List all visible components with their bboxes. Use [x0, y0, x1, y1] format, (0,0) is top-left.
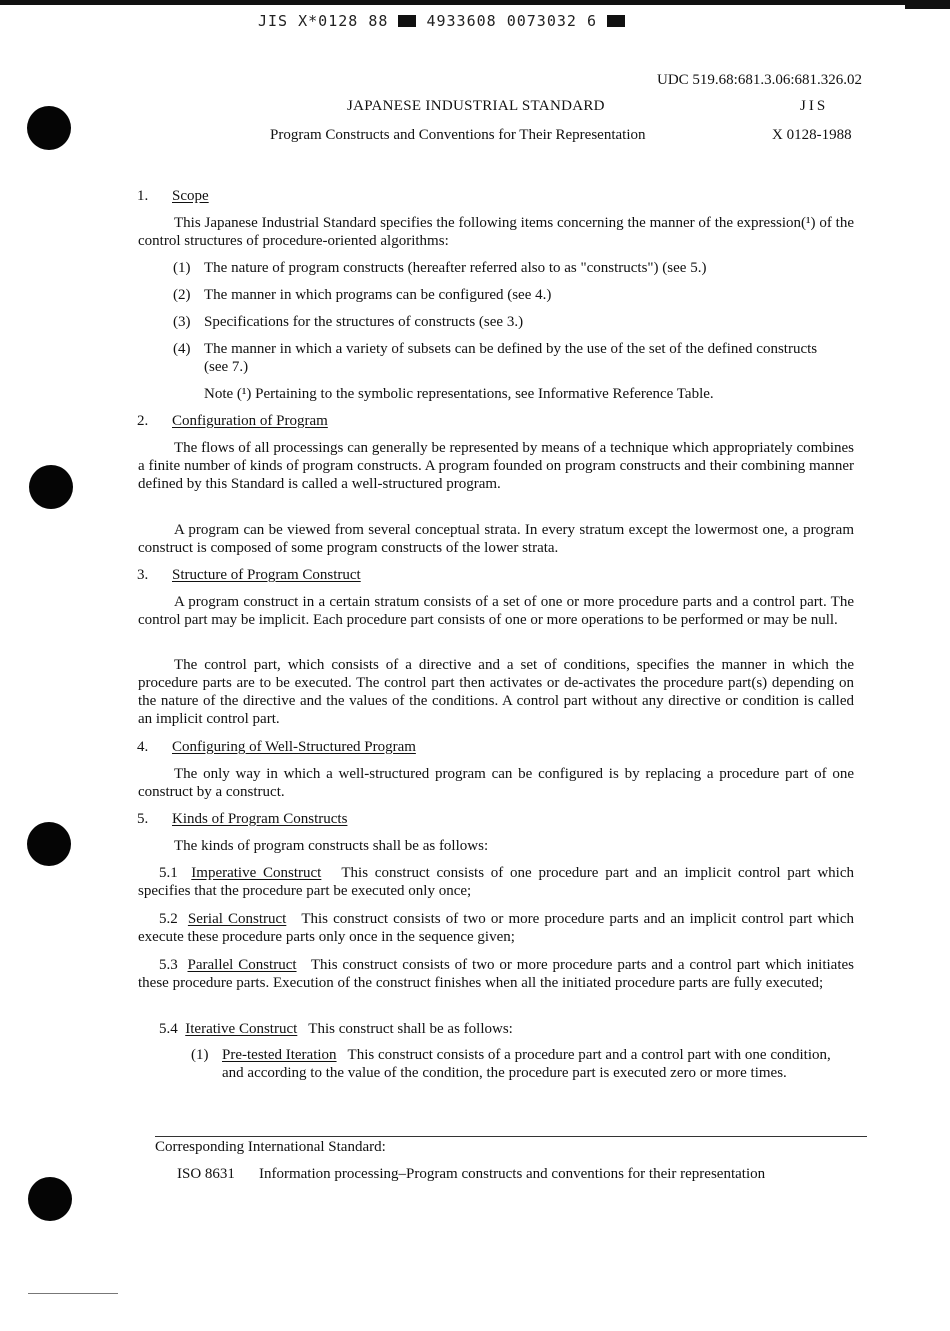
subsection-number: 5.4 [159, 1021, 178, 1037]
subsection-number: 5.1 [159, 865, 178, 881]
footer-divider [155, 1136, 867, 1137]
subsection-text: This construct consists of one procedure part and an implicit control part which specifies that the procedure part be executed only once; [138, 865, 855, 899]
page-title: Program Constructs and Conventions for Their Representation [270, 127, 646, 143]
section-title: Structure of Program Construct [172, 567, 361, 583]
list-item [173, 313, 524, 331]
code-block-mark [607, 15, 625, 27]
subsection-title: Serial Construct [187, 911, 287, 927]
scope-intro: This Japanese Industrial Standard specifies the following items concerning the manner of the expression(¹) of the control structures of procedure-oriented algorithms: [138, 215, 854, 249]
list-item-number: (2) [173, 287, 191, 303]
list-item [173, 340, 191, 358]
list-item-number: (1) [173, 260, 191, 276]
section-heading-5 [137, 810, 347, 828]
subsection-5-3 [138, 956, 854, 992]
paragraph: The flows of all processings can generally be represented by means of a technique which appropriately combines a finite number of kinds of program constructs. A program founded on program constructs and their combining manner defined by this Standard is called a well-structured program. [138, 440, 854, 492]
list-item-text: The manner in which programs can be configured (see 4.) [204, 287, 552, 303]
scan-mark [28, 1293, 118, 1294]
footnote-note: Note (¹) Pertaining to the symbolic representations, see Informative Reference Table. [204, 386, 714, 402]
section-title: Kinds of Program Constructs [172, 811, 348, 827]
iteration-item-number: (1) [191, 1047, 209, 1063]
iso-title: Information processing–Program constructs and conventions for their representation [259, 1166, 766, 1182]
list-item-text: The nature of program constructs (hereafter referred also to as "constructs") (see 5.) [204, 260, 707, 276]
section-title: Configuring of Well-Structured Program [172, 739, 416, 755]
section-title: Configuration of Program [172, 413, 328, 429]
iteration-text: This construct consists of a procedure part and a control part with one condition, and according to the value of the condition, the procedure part is executed zero or more times. [222, 1047, 831, 1081]
section-number: 4. [137, 739, 149, 755]
paragraph: The control part, which consists of a directive and a set of conditions, specifies the manner in which the procedure parts are to be executed. The control part then activates or de-activates the procedure part(s) depending on the nature of the directive and the values of the conditions. A control part without any directive or condition is called an implicit control part. [138, 657, 854, 727]
standard-number: X 0128-1988 [772, 127, 852, 143]
subsection-text: This construct consists of two or more procedure parts and an implicit control part which execute these procedure parts only once in the sequence given; [138, 911, 855, 945]
paragraph: A program can be viewed from several conceptual strata. In every stratum except the lowermost one, a program construct is composed of some program constructs of the lower strata. [138, 522, 854, 556]
section-number: 1. [137, 188, 149, 204]
section-heading-1 [137, 187, 209, 205]
subsection-title: Iterative Construct [185, 1021, 298, 1037]
header-code-prefix: JIS X*0128 88 [258, 12, 389, 30]
paragraph: The kinds of program constructs shall be as follows: [174, 838, 489, 854]
subsection-number: 5.3 [159, 957, 178, 973]
section-number: 3. [137, 567, 149, 583]
jis-label: JIS [800, 98, 829, 114]
header-code [258, 12, 625, 30]
section-title: Scope [172, 188, 209, 204]
section-heading-4 [137, 738, 416, 756]
iteration-item [222, 1046, 850, 1082]
corresponding-standard-label: Corresponding International Standard: [155, 1139, 386, 1155]
header-code-suffix: 4933608 0073032 6 [426, 12, 597, 30]
subsection-text: This construct shall be as follows: [308, 1021, 513, 1037]
subsection-5-2 [138, 910, 854, 946]
subsection-number: 5.2 [159, 911, 178, 927]
top-border-corner [905, 0, 950, 9]
section-number: 5. [137, 811, 149, 827]
udc-code: UDC 519.68:681.3.06:681.326.02 [656, 72, 862, 88]
binder-hole [29, 465, 73, 509]
iteration-title: Pre-tested Iteration [222, 1047, 337, 1063]
list-item-text: Specifications for the structures of constructs (see 3.) [204, 314, 524, 330]
subsection-title: Imperative Construct [191, 865, 322, 881]
subsection-text: This construct consists of two or more procedure parts and a control part which initiates these procedure parts. Execution of the construct finishes when all the initiated procedure parts are fully executed; [138, 957, 854, 991]
code-block-mark [398, 15, 416, 27]
binder-hole [27, 106, 71, 150]
list-item [173, 259, 707, 277]
section-heading-2 [137, 412, 328, 430]
paragraph: The only way in which a well-structured program can be configured is by replacing a procedure part of one construct by a construct. [138, 766, 854, 800]
list-item-number: (3) [173, 314, 191, 330]
section-number: 2. [137, 413, 149, 429]
list-item-number: (4) [173, 341, 191, 357]
paragraph: A program construct in a certain stratum consists of a set of one or more procedure parts and a control part. The control part may be implicit. Each procedure part consists of one or more operations to be performed or may be null. [138, 594, 854, 628]
list-item-text: The manner in which a variety of subsets can be defined by the use of the set of the defined constructs (see 7.) [204, 341, 818, 375]
subsection-5-4 [138, 1020, 854, 1038]
top-border [0, 0, 950, 5]
binder-hole [28, 1177, 72, 1221]
subsection-title: Parallel Construct [187, 957, 297, 973]
standard-name: JAPANESE INDUSTRIAL STANDARD [347, 98, 605, 114]
iso-number: ISO 8631 [177, 1166, 235, 1182]
binder-hole [27, 822, 71, 866]
list-item [173, 286, 552, 304]
section-heading-3 [137, 566, 361, 584]
subsection-5-1 [138, 864, 854, 900]
